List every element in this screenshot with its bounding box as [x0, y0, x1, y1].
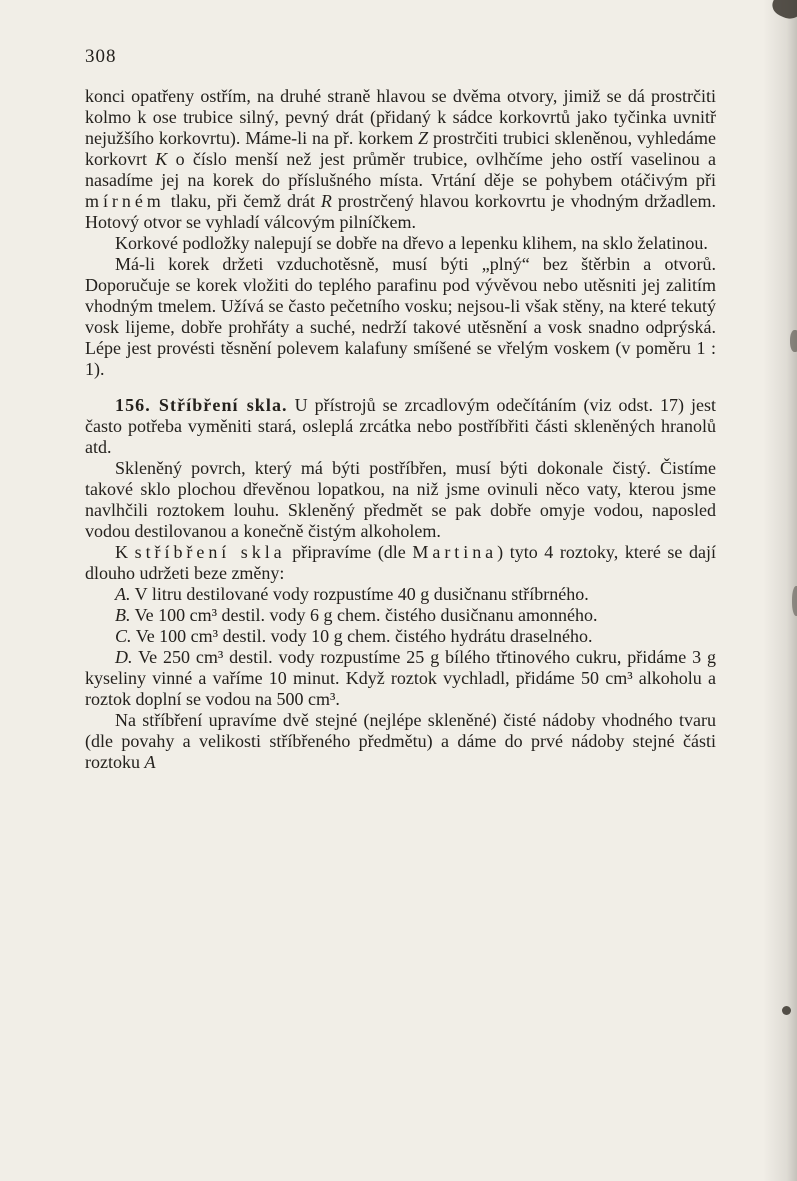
text-segment: mírném: [85, 191, 165, 211]
text-segment: tlaku, při čemž drát: [164, 191, 321, 211]
paragraph: [85, 584, 716, 605]
text-segment: ) tyto 4 roztoky, které se dají dlouho udržeti beze změny:: [85, 542, 716, 583]
text-segment: Korkové podložky nalepují se dobře na dřevo a lepenku klihem, na sklo želatinou.: [115, 233, 708, 253]
text-segment: Na stříbření upravíme dvě stejné (nejlépe skleněné) čisté nádoby vhodného tvaru (dle povahy a velikosti stříbřeného předmětu) a dáme do prvé nádoby stejné části roztoku: [85, 710, 716, 772]
text-segment: prostrčený hlavou korkovrtu je vhodným držadlem. Hotový otvor se vyhladí válcovým pilníčkem.: [85, 191, 716, 232]
text-segment: D.: [115, 647, 133, 667]
text-segment: V litru destilované vody rozpustíme 40 g dusičnanu stříbrného.: [130, 584, 589, 604]
paragraph: [85, 395, 716, 458]
text-block: [85, 86, 716, 773]
text-segment: C.: [115, 626, 132, 646]
paragraph: [85, 647, 716, 710]
text-segment: prostrčiti trubici skleněnou, vyhledáme korkovrt: [85, 128, 716, 169]
text-segment: 156. Stříbření skla.: [115, 395, 288, 415]
text-segment: připravíme (dle: [285, 542, 413, 562]
text-segment: o číslo menší než jest průměr trubice, ovlhčíme jeho ostří vaselinou a nasadíme jej na korek do příslušného místa. Vrtání děje se pohybem otáčivým při: [85, 149, 716, 190]
text-segment: K: [155, 149, 168, 169]
page-number: 308: [85, 46, 117, 67]
text-segment: konci opatřeny ostřím, na druhé straně hlavou se dvěma otvory, jimiž se dá prostrčiti kolmo k ose trubice silný, pevný drát (přidaný k sádce korkovrtů jako tyčinka uvnitř nejužšího korkovrtu). Máme-li na př. korkem: [85, 86, 716, 148]
text-segment: A.: [115, 584, 131, 604]
paragraph: [85, 710, 716, 773]
text-segment: R: [320, 191, 332, 211]
paragraph: [85, 542, 716, 584]
text-segment: Ve 100 cm³ destil. vody 10 g chem. čistého hydrátu draselného.: [131, 626, 593, 646]
text-segment: Z: [418, 128, 429, 148]
text-segment: Ve 250 cm³ destil. vody rozpustíme 25 g bílého třtinového cukru, přidáme 3 g kyseliny vinné a vaříme 10 minut. Když roztok vychladl, přidáme 50 cm³ alkoholu a roztok doplní se vodou na 500 cm³.: [85, 647, 716, 709]
paragraph: [85, 458, 716, 542]
text-segment: A: [144, 752, 156, 772]
paragraph: [85, 605, 716, 626]
text-segment: U přístrojů se zrcadlovým odečítáním (viz odst. 17) jest často potřeba vyměniti stará, osleplá zrcátka nebo postříbřiti části skleněných hranolů atd.: [85, 395, 716, 457]
text-segment: Skleněný povrch, který má býti postříbřen, musí býti dokonale čistý. Čistíme takové sklo plochou dřevěnou lopatkou, na niž jsme ovinuli něco vaty, kterou jsme navlhčili roztokem louhu. Skleněný předmět se pak dobře omyje vodou, naposled vodou destilovanou a konečně čistým alkoholem.: [85, 458, 716, 541]
text-segment: K: [115, 542, 135, 562]
text-segment: Ve 100 cm³ destil. vody 6 g chem. čistého dusičnanu amonného.: [130, 605, 598, 625]
binding-mark: [769, 0, 797, 23]
text-segment: Má-li korek držeti vzduchotěsně, musí býti „plný“ bez štěrbin a otvorů. Doporučuje se korek vložiti do teplého parafinu pod vývěvou nebo utěsniti jej zalitím vhodným tmelem. Užívá se často pečetního vosku; nejsou-li však stěny, na které tekutý vosk lijeme, dobře prohřáty a suché, nedrží takové utěsnění a vosk snadno odprýská. Lépe jest provésti těsnění polevem kalafuny smíšené se vřelým voskem (v poměru 1 : 1).: [85, 254, 716, 379]
binding-mark: [792, 586, 797, 616]
paragraph: [85, 86, 716, 233]
paragraph: [85, 626, 716, 647]
binding-mark: [782, 1006, 791, 1015]
paragraph: [85, 233, 716, 254]
text-segment: stříbření skla: [134, 542, 286, 562]
binding-mark: [790, 330, 797, 352]
paragraph: [85, 254, 716, 380]
text-segment: B.: [115, 605, 131, 625]
text-segment: Martina: [412, 542, 498, 562]
page-content: [85, 46, 716, 773]
